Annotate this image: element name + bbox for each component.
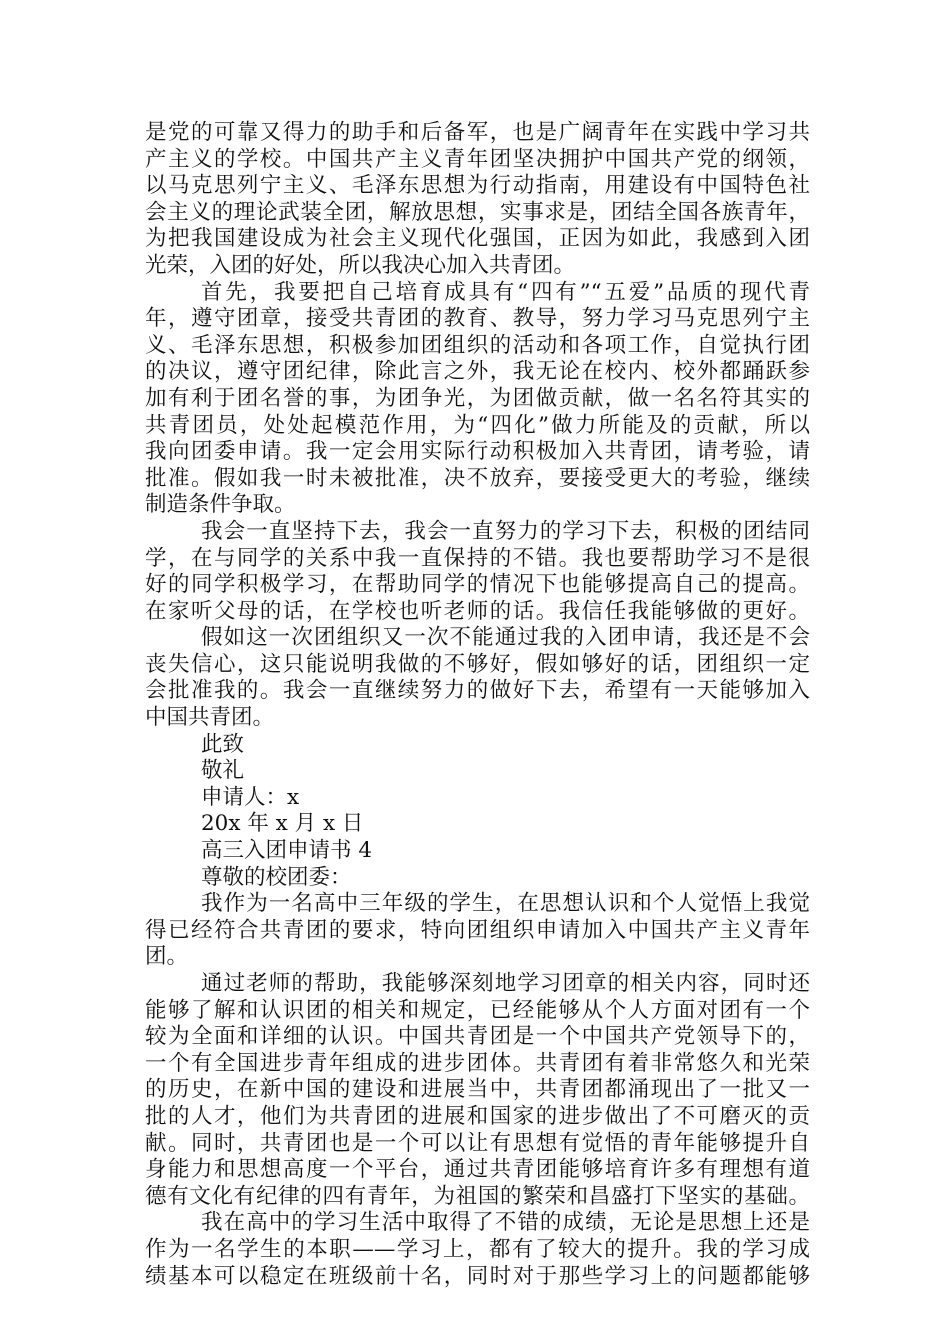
text-line: 此致 <box>201 731 245 757</box>
text-line: 团。 <box>145 944 189 970</box>
text-line: 会主义的理论武装全团，解放思想，实事求是，团结全国各族青年， <box>145 199 810 225</box>
text-line: 中国共青团。 <box>145 705 275 731</box>
text-line: 我向团委申请。我一定会用实际行动积极加入共青团，请考验，请 <box>145 439 810 465</box>
text-line: 在家听父母的话，在学校也听老师的话。我信任我能够做的更好。 <box>145 598 810 624</box>
text-line: 我作为一名高中三年级的学生，在思想认识和个人觉悟上我觉 <box>201 891 810 917</box>
text-line: 制造条件争取。 <box>145 492 296 518</box>
text-line: 批准。假如我一时未被批准，决不放弃，要接受更大的考验，继续 <box>145 465 810 491</box>
text-line: 一个有全国进步青年组成的进步团体。共青团有着非常悠久和光荣 <box>145 1050 810 1076</box>
text-line: 身能力和思想高度一个平台，通过共青团能够培育许多有理想有道 <box>145 1157 810 1183</box>
text-line: 通过老师的帮助，我能够深刻地学习团章的相关内容，同时还 <box>201 971 810 996</box>
text-line: 学，在与同学的关系中我一直保持的不错。我也要帮助学习不是很 <box>145 545 810 571</box>
text-line: 产主义的学校。中国共产主义青年团坚决拥护中国共产党的纲领， <box>145 146 810 172</box>
text-line: 申请人：x <box>201 784 300 810</box>
text-line: 丧失信心，这只能说明我做的不够好，假如够好的话，团组织一定 <box>145 651 810 677</box>
text-line: 的历史，在新中国的建设和进展当中，共青团都涌现出了一批又一 <box>145 1077 810 1103</box>
text-line: 加有利于团名誉的事，为团争光，为团做贡献，做一名名符其实的 <box>145 385 810 411</box>
text-line: 义、毛泽东思想，积极参加团组织的活动和各项工作，自觉执行团 <box>145 332 810 358</box>
text-line: 能够了解和认识团的相关和规定，已经能够从个人方面对团有一个 <box>145 997 810 1023</box>
text-line: 较为全面和详细的认识。中国共青团是一个中国共产党领导下的， <box>145 1024 810 1050</box>
text-line: 德有文化有纪律的四有青年，为祖国的繁荣和昌盛打下坚实的基础。 <box>145 1183 810 1209</box>
text-line: 首先，我要把自己培育成具有“四有”“五爱”品质的现代青 <box>201 279 810 305</box>
text-line: 为把我国建设成为社会主义现代化强国，正因为如此，我感到入团 <box>145 226 810 252</box>
text-line: 作为一名学生的本职——学习上，都有了较大的提升。我的学习成 <box>145 1236 810 1262</box>
text-line: 批的人才，他们为共青团的进展和国家的进步做出了不可磨灭的贡 <box>145 1103 810 1129</box>
text-line: 敬礼 <box>201 758 245 784</box>
text-line: 绩基本可以稳定在班级前十名，同时对于那些学习上的问题都能够 <box>145 1263 810 1289</box>
text-line: 的决议，遵守团纪律，除此言之外，我无论在校内、校外都踊跃参 <box>145 359 810 385</box>
text-line: 年，遵守团章，接受共青团的教育、教导，努力学习马克思列宁主 <box>145 306 810 332</box>
text-line: 光荣，入团的好处，所以我决心加入共青团。 <box>145 252 576 278</box>
text-line: 20x 年 x 月 x 日 <box>201 811 364 837</box>
text-line: 会批准我的。我会一直继续努力的做好下去，希望有一天能够加入 <box>145 678 810 704</box>
text-line: 假如这一次团组织又一次不能通过我的入团申请，我还是不会 <box>201 625 810 651</box>
text-line: 我会一直坚持下去，我会一直努力的学习下去，积极的团结同 <box>201 518 810 544</box>
text-line: 是党的可靠又得力的助手和后备军，也是广阔青年在实践中学习共 <box>145 120 810 145</box>
text-line: 高三入团申请书 4 <box>201 838 373 864</box>
text-line: 以马克思列宁主义、毛泽东思想为行动指南，用建设有中国特色社 <box>145 173 810 199</box>
text-line: 献。同时，共青团也是一个可以让有思想有觉悟的青年能够提升自 <box>145 1130 810 1156</box>
document-body <box>145 120 810 1290</box>
text-line: 我在高中的学习生活中取得了不错的成绩，无论是思想上还是 <box>201 1210 810 1236</box>
text-line: 尊敬的校团委： <box>201 864 352 890</box>
text-line: 得已经符合共青团的要求，特向团组织申请加入中国共产主义青年 <box>145 917 810 943</box>
text-line: 共青团员，处处起模范作用，为“四化”做力所能及的贡献，所以 <box>145 412 810 438</box>
text-line: 好的同学积极学习，在帮助同学的情况下也能够提高自己的提高。 <box>145 572 810 598</box>
